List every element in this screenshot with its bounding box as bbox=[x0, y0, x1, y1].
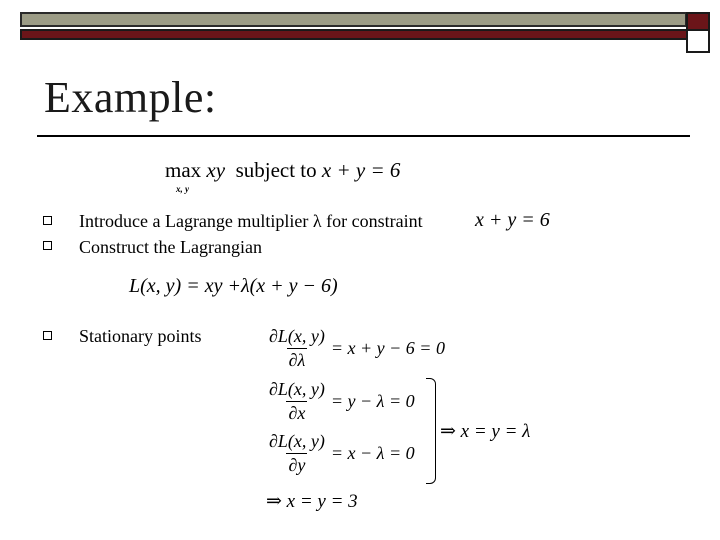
bullet-3-text: Stationary points bbox=[79, 326, 202, 346]
partial-x-equation: $\frac{\partial L(x, y)}{\partial x}$ = y − λ = 0 bbox=[269, 379, 415, 423]
partial-lambda-equation: $\frac{\partial L(x, y)}{\partial\lambda}$ = x + y − 6 = 0 bbox=[269, 326, 445, 370]
lagrangian-equation: L(x, y) = xy +λ(x + y − 6) bbox=[129, 275, 338, 297]
decorative-top-bar bbox=[20, 12, 710, 40]
subject-to: subject to bbox=[235, 158, 317, 182]
bullet-1-text: Introduce a Lagrange multiplier λ for constraint bbox=[79, 211, 423, 231]
objective: xy bbox=[206, 158, 226, 182]
bullet-square-icon bbox=[43, 216, 52, 225]
max-subscript: x, y bbox=[176, 184, 189, 194]
problem-constraint: x + y = 6 bbox=[321, 158, 401, 182]
bullet-square-icon bbox=[43, 241, 52, 250]
bullet-1-math: x + y = 6 bbox=[475, 209, 550, 231]
brace-implication: ⇒ x = y = λ bbox=[440, 421, 531, 442]
partial-y-equation: $\frac{\partial L(x, y)}{\partial y}$ = x − λ = 0 bbox=[269, 431, 415, 475]
olive-bar bbox=[20, 12, 687, 27]
bullet-square-icon bbox=[43, 331, 52, 340]
final-conclusion: ⇒ x = y = 3 bbox=[266, 491, 358, 512]
max-operator: max bbox=[165, 158, 202, 182]
problem-statement bbox=[165, 160, 400, 181]
right-brace bbox=[426, 378, 436, 484]
maroon-bar bbox=[20, 29, 710, 40]
corner-square-white bbox=[686, 29, 710, 53]
slide-title: Example: bbox=[44, 73, 217, 122]
title-divider bbox=[37, 135, 690, 137]
bullet-2-text: Construct the Lagrangian bbox=[79, 237, 262, 257]
